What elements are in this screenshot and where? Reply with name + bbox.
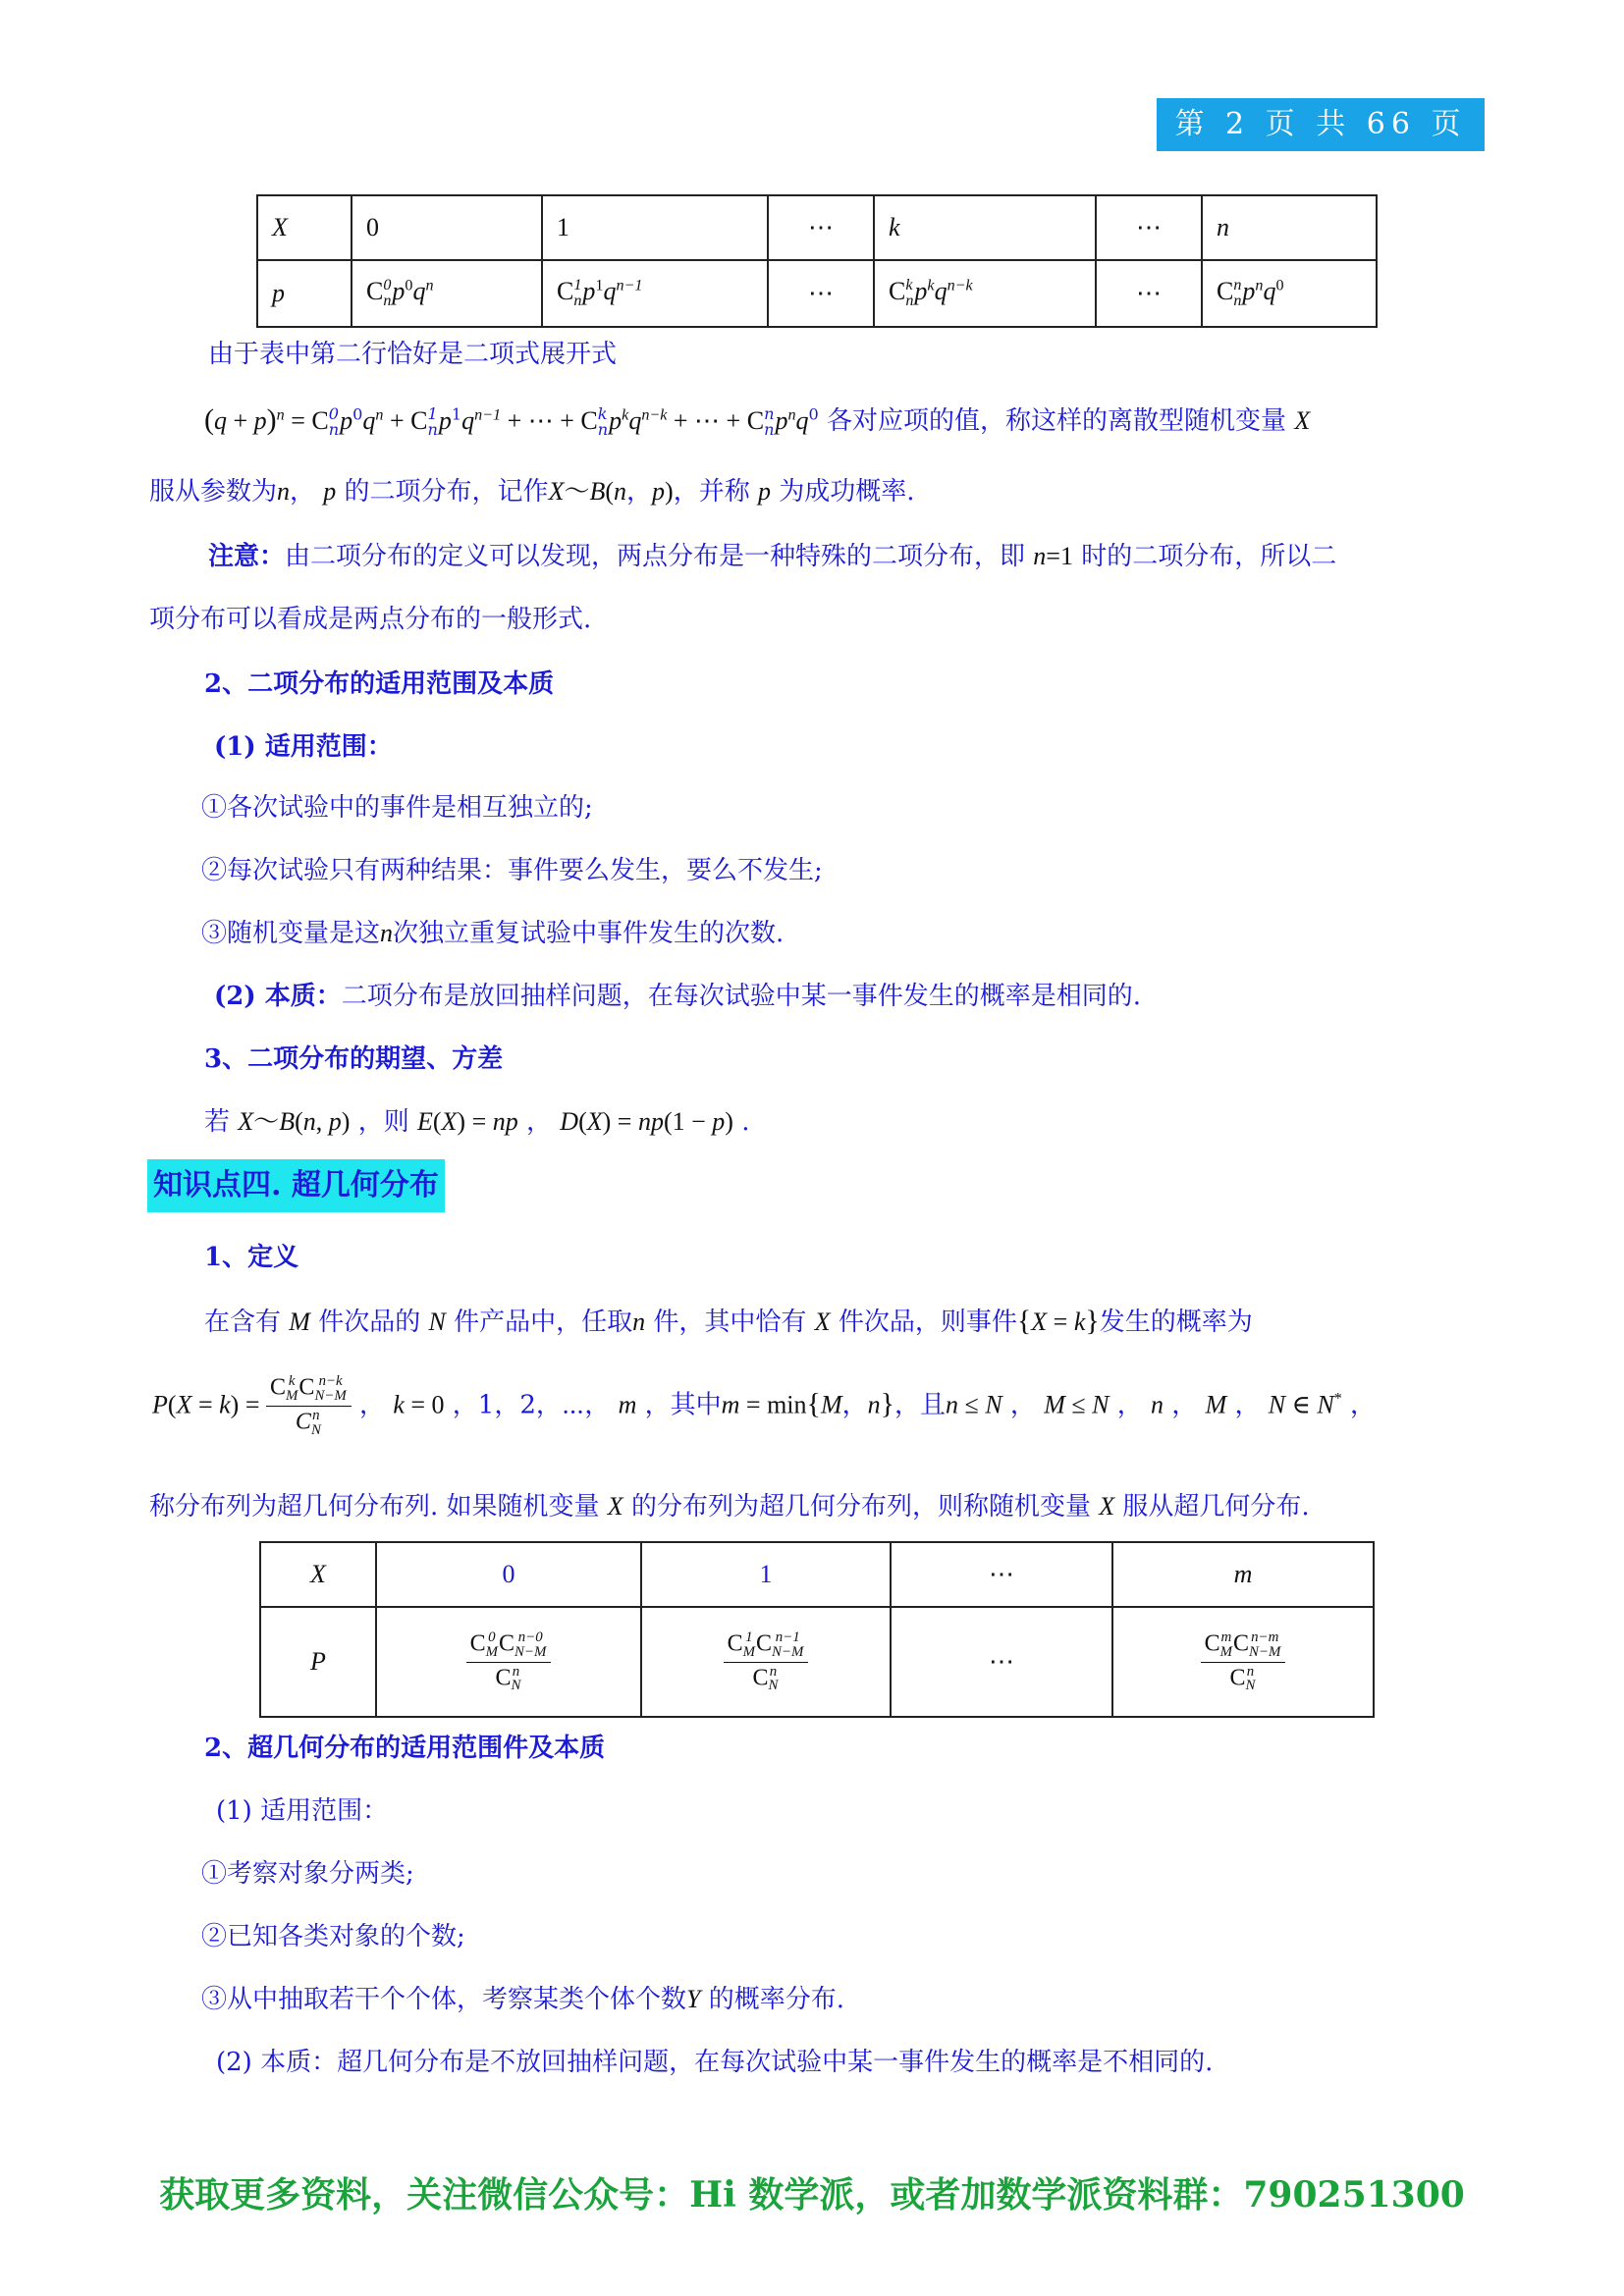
table-cell: 0 <box>352 195 542 260</box>
paragraph-line: 在含有 M 件次品的 N 件产品中，任取n 件，其中恰有 X 件次品，则事件{X = k}发生的概率为 <box>204 1305 1253 1337</box>
table-cell: ⋯ <box>1096 195 1202 260</box>
paragraph-line: 称分布列为超几何分布列. 如果随机变量 X 的分布列为超几何分布列，则称随机变量 X 服从超几何分布. <box>149 1492 1310 1522</box>
page-number-badge: 第 2 页 共 66 页 <box>1157 98 1485 151</box>
footer-promo: 获取更多资料，关注微信公众号：Hi 数学派，或者加数学派资料群：790251300 <box>159 2174 1465 2216</box>
table-cell: 1 <box>542 195 768 260</box>
table-cell: C k n $p^kq^{n-k}$ <box>874 260 1096 327</box>
table-cell: ⋯ <box>768 260 874 327</box>
list-item: ①考察对象分两类; <box>201 1859 414 1889</box>
table-cell: C n n $p^nq^0$ <box>1202 260 1377 327</box>
table-cell: ⋯ <box>1096 260 1202 327</box>
list-item: ①各次试验中的事件是相互独立的; <box>201 793 593 823</box>
table-cell: X <box>260 1542 376 1607</box>
paragraph-line: 由于表中第二行恰好是二项式展开式 <box>208 340 618 369</box>
list-item: ②已知各类对象的个数; <box>201 1922 465 1951</box>
paragraph-line: 项分布可以看成是两点分布的一般形式. <box>149 605 592 634</box>
binomial-expansion-line: $(q + p)^n = C$ 0 n $p^0q^n + C$ 1 n $p^1q^{n-1}$ + ⋯ + C k n $p^kq^{n-k}$ + ⋯ + C n n $p^nq^0$ 各对应项的值，称这样的离散型随机变量 X <box>204 403 1311 439</box>
subsection-heading: (1) 适用范围： <box>214 732 393 762</box>
table-cell: X <box>257 195 352 260</box>
section-heading: 1、定义 <box>204 1243 299 1272</box>
table-cell: 0 <box>376 1542 641 1607</box>
list-item: ③随机变量是这n次独立重复试验中事件发生的次数. <box>201 919 785 948</box>
binomial-distribution-table <box>256 194 1378 328</box>
list-item: ②每次试验只有两种结果：事件要么发生，要么不发生; <box>201 856 823 885</box>
table-cell: C 0 n $p^0q^n$ <box>352 260 542 327</box>
hypergeometric-formula-line: P(X = k) = C k M C n−k N−M C n N ， k = 0 ，1，2，⋯， m ，其中m = min{M，n}，且n ≤ N ， M ≤ N ， n ， M ， N ∈ N* ， <box>152 1373 1377 1438</box>
table-cell: C m M C n−m N−M C n N <box>1112 1607 1374 1717</box>
subsection-heading: (1) 适用范围： <box>216 1796 389 1826</box>
table-cell: C 0 M C n−0 N−M C n N <box>376 1607 641 1717</box>
table-cell: k <box>874 195 1096 260</box>
table-cell: n <box>1202 195 1377 260</box>
table-cell: ⋯ <box>891 1542 1112 1607</box>
note-line: 注意：由二项分布的定义可以发现，两点分布是一种特殊的二项分布，即 n=1 时的二项分布，所以二 <box>208 542 1337 571</box>
paragraph-line: (2) 本质：超几何分布是不放回抽样问题，在每次试验中某一事件发生的概率是不相同的. <box>216 2048 1214 2077</box>
table-cell: ⋯ <box>891 1607 1112 1717</box>
table-cell: m <box>1112 1542 1374 1607</box>
table-cell: C 1 M C n−1 N−M C n N <box>641 1607 891 1717</box>
table-cell: P <box>260 1607 376 1717</box>
table-cell: ⋯ <box>768 195 874 260</box>
expectation-variance-line: 若 X～B(n, p) ，则 E(X) = np ， D(X) = np(1 − p) . <box>204 1107 750 1137</box>
section-heading: 3、二项分布的期望、方差 <box>204 1044 504 1074</box>
list-item: ③从中抽取若干个个体，考察某类个体个数Y 的概率分布. <box>201 1985 845 2014</box>
paragraph-line: 服从参数为n， p 的二项分布，记作X～B(n，p)，并称 p 为成功概率. <box>149 477 915 507</box>
section-heading: 2、二项分布的适用范围及本质 <box>204 669 555 699</box>
hypergeometric-distribution-table <box>259 1541 1375 1718</box>
paragraph-line: (2) 本质：二项分布是放回抽样问题，在每次试验中某一事件发生的概率是相同的. <box>214 982 1142 1011</box>
section-heading: 2、超几何分布的适用范围件及本质 <box>204 1734 606 1763</box>
table-cell: p <box>257 260 352 327</box>
table-cell: C 1 n $p^1q^{n-1}$ <box>542 260 768 327</box>
table-cell: 1 <box>641 1542 891 1607</box>
knowledge-point-heading: 知识点四. 超几何分布 <box>147 1159 445 1212</box>
